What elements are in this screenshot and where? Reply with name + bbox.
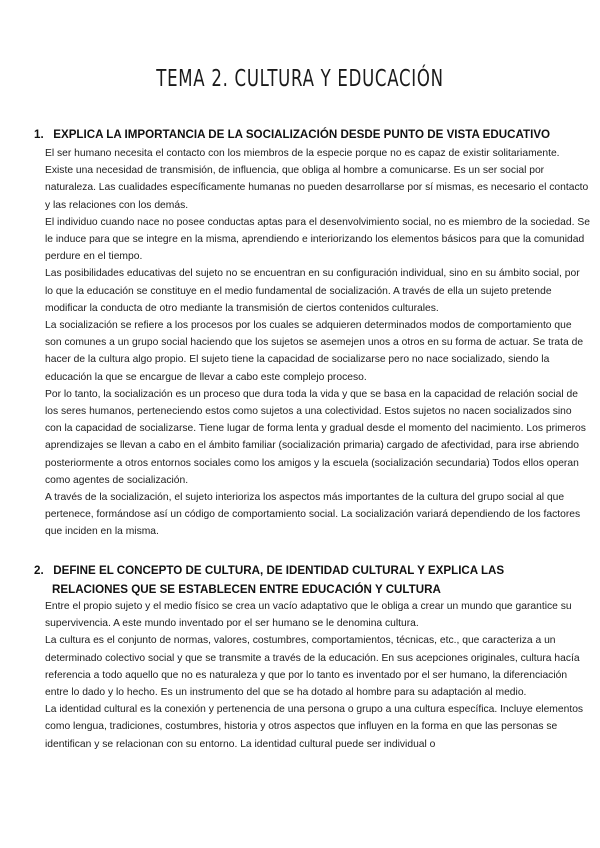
- section-1-paragraph: El individuo cuando nace no posee conductas aptas para el desenvolvimiento social, no es miembro de la sociedad. Se le induce para que se integre en la misma, aprendiendo e interiorizando los elementos básicos para que la comunidad perdure en el tiempo.: [45, 216, 590, 263]
- section-1-body: [45, 145, 590, 541]
- page-title: TEMA 2. CULTURA Y EDUCACIÓN: [156, 66, 444, 92]
- section-1-paragraph: Las posibilidades educativas del sujeto no se encuentran en su configuración individual, sino en su ámbito social, por lo que la educación se constituye en el medio fundamental de socialización. A través de ella un sujeto pretende modificar la conducta de otro mediante la transmisión de ciertos contenidos culturales.: [45, 268, 580, 314]
- section-2-paragraph: La identidad cultural es la conexión y pertenencia de una persona o grupo a una cultura específica. Incluye elementos como lengua, tradiciones, costumbres, historia y otros aspectos que influyen en la forma en que las personas se identifican y se relacionan con su entorno. La identidad cultural puede ser individual o: [45, 704, 584, 750]
- section-2-paragraph: Entre el propio sujeto y el medio físico se crea un vacío adaptativo que le obliga a crear un mundo que garantice su supervivencia. A este mundo inventado por el ser humano se le denomina cultura.: [45, 601, 572, 630]
- section-1-paragraph: Por lo tanto, la socialización es un proceso que dura toda la vida y que se basa en la capacidad de relación social de los seres humanos, perteneciendo estos como sujetos a una colectividad. Estos sujetos no nacen socializados sino con la capacidad de socializarse. Tiene lugar de forma lenta y gradual desde el momento del nacimiento. Los primeros aprendizajes se llevan a cabo en el ámbito familiar (socialización primaria) cargado de afectividad, para irse abriendo posteriormente a otros entornos sociales como los amigos y la escuela (socialización secundaria) Todos ellos operan como agentes de socialización.: [45, 388, 586, 486]
- section-2-body: [45, 598, 590, 753]
- section-1-paragraph: El ser humano necesita el contacto con los miembros de la especie porque no es capaz de existir solitariamente. Existe una necesidad de transmisión, de influencia, que obliga al hombre a comunicarse. Es un ser social por naturaleza. Las cualidades específicamente humanas no pueden desarrollarse por sí mismas, es necesario el contacto y las relaciones con los demás.: [45, 148, 589, 211]
- section-2-heading: [34, 561, 579, 599]
- section-2-number: 2.: [34, 564, 44, 577]
- section-1-paragraph: A través de la socialización, el sujeto interioriza los aspectos más importantes de la cultura del grupo social al que pertenece, formándose así un código de comportamiento social. La socialización variará dependiendo de los factores que inciden en la misma.: [45, 492, 581, 538]
- section-2-paragraph: La cultura es el conjunto de normas, valores, costumbres, comportamientos, técnicas, etc., que caracteriza a un determinado colectivo social y que se transmite a través de la educación. En sus acepciones originales, cultura hacía referencia a todo aquello que no es naturaleza y que por lo tanto es inventado por el ser humano, la diferenciación entre lo dado y lo hecho. Es un instrumento del que se ha dotado al hombre para su adaptación al medio.: [45, 635, 580, 699]
- section-2-heading-line-1: DEFINE EL CONCEPTO DE CULTURA, DE IDENTIDAD CULTURAL Y EXPLICA LAS: [53, 564, 505, 577]
- section-1-number: 1.: [34, 128, 44, 141]
- section-1-heading: [34, 125, 579, 144]
- section-1-paragraph: La socialización se refiere a los procesos por los cuales se adquieren determinados modos de comportamiento que son comunes a un grupo social haciendo que los sujetos se asemejen unos a otros en su forma de actuar. Se trata de hacer de la cultura algo propio. El sujeto tiene la capacidad de socializarse pero no nace socializado, siendo la educación la que se encargue de llevar a cabo este complejo proceso.: [45, 320, 584, 383]
- section-1-heading-line-1: EXPLICA LA IMPORTANCIA DE LA SOCIALIZACIÓN DESDE PUNTO DE VISTA EDUCATIVO: [53, 128, 551, 141]
- section-2-heading-line-2: RELACIONES QUE SE ESTABLECEN ENTRE EDUCACIÓN Y CULTURA: [52, 583, 441, 596]
